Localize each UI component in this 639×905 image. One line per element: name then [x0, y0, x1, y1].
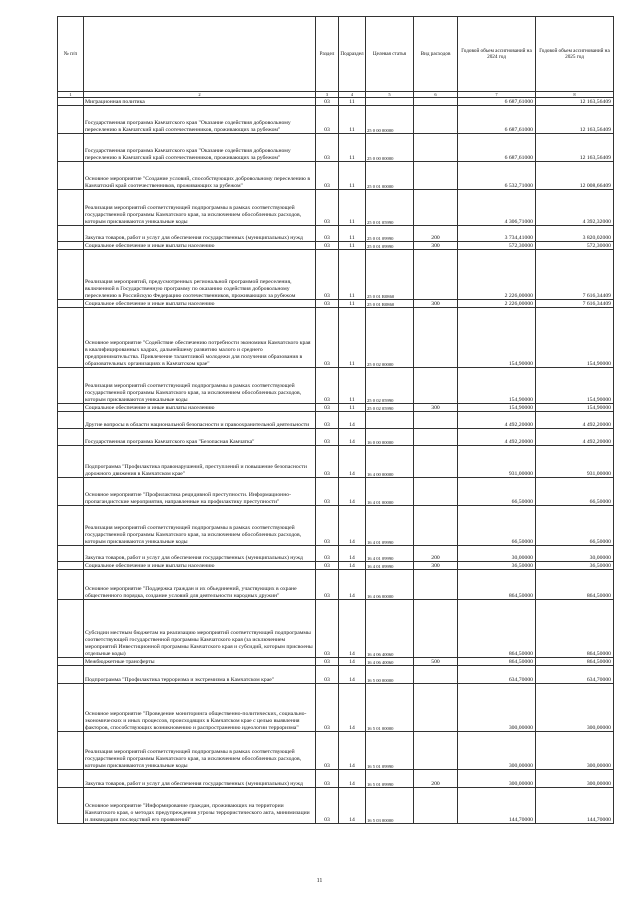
- table-row: [58, 770, 614, 788]
- table-row: [58, 250, 614, 300]
- razdel-cell: 03: [316, 666, 339, 684]
- podrazdel-cell: 14: [339, 770, 366, 788]
- amount-2025-cell: 12 008,66409: [536, 162, 614, 190]
- name-cell: Государственная программа Камчатского края "Оказание содействия добровольному переселению в Камчатский край соотечественников, проживающих за рубежом": [84, 106, 316, 134]
- amount-2025-cell: 154,90000: [536, 308, 614, 368]
- header-target: Целевая статья: [366, 17, 414, 92]
- vid-cell: 300: [414, 300, 458, 308]
- podrazdel-cell: 11: [339, 98, 366, 106]
- razdel-cell: 03: [316, 404, 339, 412]
- podrazdel-cell: 11: [339, 368, 366, 404]
- table-row: [58, 788, 614, 824]
- table-row: [58, 658, 614, 666]
- podrazdel-cell: 11: [339, 162, 366, 190]
- target-cell: 16 4 06 00000: [366, 570, 414, 600]
- vid-cell: 300: [414, 242, 458, 250]
- column-index: 2: [84, 92, 316, 98]
- num-cell: [58, 412, 84, 429]
- target-cell: 25 0 01 05990: [366, 190, 414, 226]
- name-cell: Государственная программа Камчатского края "Безопасная Камчатка": [84, 429, 316, 446]
- table-row: [58, 368, 614, 404]
- razdel-cell: 03: [316, 658, 339, 666]
- amount-2024-cell: 864,50000: [458, 570, 536, 600]
- razdel-cell: 03: [316, 190, 339, 226]
- name-cell: Другие вопросы в области национальной безопасности и правоохранительной деятельности: [84, 412, 316, 429]
- header-2025: Годовой объем ассигнований на 2025 год: [536, 17, 614, 92]
- target-cell: 25 0 00 00000: [366, 134, 414, 162]
- amount-2025-cell: 572,30000: [536, 242, 614, 250]
- column-index: 1: [58, 92, 84, 98]
- budget-table-sheet: [57, 16, 613, 824]
- name-cell: Социальное обеспечение и иные выплаты населению: [84, 562, 316, 570]
- target-cell: 16 4 01 09990: [366, 506, 414, 546]
- table-row: [58, 600, 614, 658]
- num-cell: [58, 788, 84, 824]
- amount-2025-cell: 634,70000: [536, 666, 614, 684]
- amount-2024-cell: 4 492,20000: [458, 412, 536, 429]
- target-cell: 25 0 01 00000: [366, 162, 414, 190]
- target-cell: 16 4 06 40060: [366, 600, 414, 658]
- num-cell: [58, 162, 84, 190]
- podrazdel-cell: 14: [339, 446, 366, 478]
- razdel-cell: 03: [316, 300, 339, 308]
- table-row: [58, 429, 614, 446]
- amount-2024-cell: 2 226,00000: [458, 250, 536, 300]
- podrazdel-cell: 14: [339, 684, 366, 732]
- podrazdel-cell: 14: [339, 478, 366, 506]
- name-cell: Основное мероприятие "Профилактика рецидивной преступности. Информационно-пропагандистские мероприятия, направленные на профилактику преступности": [84, 478, 316, 506]
- amount-2025-cell: 12 163,56409: [536, 134, 614, 162]
- target-cell: 16 0 00 00000: [366, 429, 414, 446]
- amount-2025-cell: 3 820,02000: [536, 226, 614, 242]
- num-cell: [58, 600, 84, 658]
- vid-cell: [414, 446, 458, 478]
- table-row: [58, 684, 614, 732]
- amount-2025-cell: 144,70000: [536, 788, 614, 824]
- amount-2024-cell: 4 306,71000: [458, 190, 536, 226]
- name-cell: Основное мероприятие "Поддержка граждан и их объединений, участвующих в охране общественного порядка, создание условий для деятельности народных дружин": [84, 570, 316, 600]
- amount-2024-cell: 300,00000: [458, 770, 536, 788]
- amount-2024-cell: 864,50000: [458, 658, 536, 666]
- num-cell: [58, 478, 84, 506]
- table-row: [58, 562, 614, 570]
- vid-cell: [414, 412, 458, 429]
- name-cell: Основное мероприятие "Создание условий, способствующих добровольному переселению в Камчатский край соотечественников, проживающих за рубежом": [84, 162, 316, 190]
- vid-cell: [414, 600, 458, 658]
- num-cell: [58, 684, 84, 732]
- vid-cell: [414, 429, 458, 446]
- num-cell: [58, 308, 84, 368]
- header-2024: Годовой объем ассигнований на 2024 год: [458, 17, 536, 92]
- target-cell: 25 0 02 05990: [366, 404, 414, 412]
- num-cell: [58, 404, 84, 412]
- podrazdel-cell: 14: [339, 546, 366, 562]
- table-row: [58, 242, 614, 250]
- razdel-cell: 03: [316, 570, 339, 600]
- target-cell: 16 5 01 09990: [366, 732, 414, 770]
- amount-2025-cell: 300,00000: [536, 732, 614, 770]
- target-cell: 16 4 00 00000: [366, 446, 414, 478]
- column-index: 5: [366, 92, 414, 98]
- header-vid: Вид расходов: [414, 17, 458, 92]
- table-row: [58, 162, 614, 190]
- target-cell: 16 5 01 09990: [366, 770, 414, 788]
- podrazdel-cell: 11: [339, 134, 366, 162]
- amount-2024-cell: 4 492,20000: [458, 429, 536, 446]
- amount-2025-cell: 931,00000: [536, 446, 614, 478]
- name-cell: Закупка товаров, работ и услуг для обеспечения государственных (муниципальных) нужд: [84, 546, 316, 562]
- razdel-cell: 03: [316, 770, 339, 788]
- target-cell: 16 4 01 00000: [366, 478, 414, 506]
- column-index: 8: [536, 92, 614, 98]
- podrazdel-cell: 11: [339, 242, 366, 250]
- amount-2024-cell: 66,50000: [458, 478, 536, 506]
- podrazdel-cell: 14: [339, 412, 366, 429]
- num-cell: [58, 242, 84, 250]
- amount-2024-cell: 154,90000: [458, 404, 536, 412]
- num-cell: [58, 368, 84, 404]
- podrazdel-cell: 14: [339, 666, 366, 684]
- name-cell: Миграционная политика: [84, 98, 316, 106]
- razdel-cell: 03: [316, 446, 339, 478]
- table-row: [58, 478, 614, 506]
- table-row: [58, 732, 614, 770]
- razdel-cell: 03: [316, 562, 339, 570]
- amount-2025-cell: 864,50000: [536, 570, 614, 600]
- num-cell: [58, 732, 84, 770]
- podrazdel-cell: 14: [339, 506, 366, 546]
- name-cell: Основное мероприятие "Проведение мониторинга общественно-политических, социально-экономических и иных процессов, происходящих в Камчатском крае с целью выявления факторов, способствующих возникновению и распространению идеологии терроризма": [84, 684, 316, 732]
- razdel-cell: 03: [316, 98, 339, 106]
- amount-2024-cell: 6 532,71000: [458, 162, 536, 190]
- podrazdel-cell: 14: [339, 732, 366, 770]
- podrazdel-cell: 11: [339, 226, 366, 242]
- amount-2024-cell: 300,00000: [458, 684, 536, 732]
- vid-cell: 200: [414, 226, 458, 242]
- table-row: [58, 134, 614, 162]
- razdel-cell: 03: [316, 162, 339, 190]
- amount-2024-cell: 154,90000: [458, 368, 536, 404]
- num-cell: [58, 562, 84, 570]
- name-cell: Закупка товаров, работ и услуг для обеспечения государственных (муниципальных) нужд: [84, 770, 316, 788]
- header-razdel: Раздел: [316, 17, 339, 92]
- name-cell: Реализация мероприятий соответствующей подпрограммы в рамках соответствующей государственной программы Камчатского края, за исключением обособленных расходов, которым присваиваются уникальные коды: [84, 506, 316, 546]
- amount-2024-cell: 572,30000: [458, 242, 536, 250]
- amount-2024-cell: 144,70000: [458, 788, 536, 824]
- amount-2025-cell: 4 392,32000: [536, 190, 614, 226]
- num-cell: [58, 570, 84, 600]
- target-cell: 25 0 01 09990: [366, 226, 414, 242]
- amount-2025-cell: 12 163,56409: [536, 106, 614, 134]
- podrazdel-cell: 11: [339, 250, 366, 300]
- name-cell: Социальное обеспечение и иные выплаты населению: [84, 404, 316, 412]
- vid-cell: [414, 134, 458, 162]
- podrazdel-cell: 14: [339, 788, 366, 824]
- column-index: 6: [414, 92, 458, 98]
- amount-2024-cell: 30,00000: [458, 546, 536, 562]
- amount-2024-cell: 864,50000: [458, 600, 536, 658]
- table-row: [58, 226, 614, 242]
- table-row: [58, 308, 614, 368]
- target-cell: 25 0 00 00000: [366, 106, 414, 134]
- vid-cell: 200: [414, 770, 458, 788]
- name-cell: Межбюджетные трансферты: [84, 658, 316, 666]
- num-cell: [58, 506, 84, 546]
- name-cell: Реализация мероприятий, предусмотренных региональной программой переселения, включенной в Государственную программу по оказанию содействия добровольному переселению в Российскую Федерацию соотечественников, проживающих за рубежом: [84, 250, 316, 300]
- amount-2025-cell: 7 616,34409: [536, 300, 614, 308]
- name-cell: Социальное обеспечение и иные выплаты населению: [84, 300, 316, 308]
- amount-2024-cell: 66,50000: [458, 506, 536, 546]
- name-cell: Государственная программа Камчатского края "Оказание содействия добровольному переселению в Камчатский край соотечественников, проживающих за рубежом": [84, 134, 316, 162]
- target-cell: 25 0 02 05990: [366, 368, 414, 404]
- target-cell: 25 0 01 R0860: [366, 250, 414, 300]
- name-cell: Подпрограмма "Профилактика терроризма и экстремизма в Камчатском крае": [84, 666, 316, 684]
- num-cell: [58, 446, 84, 478]
- amount-2025-cell: 154,90000: [536, 404, 614, 412]
- amount-2025-cell: 12 163,56409: [536, 98, 614, 106]
- target-cell: [366, 412, 414, 429]
- amount-2024-cell: 6 687,61000: [458, 98, 536, 106]
- podrazdel-cell: 14: [339, 429, 366, 446]
- num-cell: [58, 226, 84, 242]
- table-row: [58, 106, 614, 134]
- razdel-cell: 03: [316, 226, 339, 242]
- column-index: 7: [458, 92, 536, 98]
- name-cell: Основное мероприятие "Информирование граждан, проживающих на территории Камчатского края, о методах предупреждения угрозы террористического акта, минимизации и ликвидации последствий его проявлений": [84, 788, 316, 824]
- vid-cell: [414, 368, 458, 404]
- name-cell: Закупка товаров, работ и услуг для обеспечения государственных (муниципальных) нужд: [84, 226, 316, 242]
- target-cell: 16 4 01 09990: [366, 562, 414, 570]
- name-cell: Реализация мероприятий соответствующей подпрограммы в рамках соответствующей государственной программы Камчатского края, за исключением обособленных расходов, которым присваиваются уникальные коды: [84, 190, 316, 226]
- amount-2024-cell: 6 687,61000: [458, 134, 536, 162]
- amount-2025-cell: 66,50000: [536, 478, 614, 506]
- amount-2025-cell: 300,00000: [536, 684, 614, 732]
- razdel-cell: 03: [316, 600, 339, 658]
- vid-cell: [414, 684, 458, 732]
- name-cell: Реализация мероприятий соответствующей подпрограммы в рамках соответствующей государственной программы Камчатского края, за исключением обособленных расходов, которым присваиваются уникальные коды: [84, 732, 316, 770]
- razdel-cell: 03: [316, 308, 339, 368]
- vid-cell: 300: [414, 562, 458, 570]
- podrazdel-cell: 14: [339, 600, 366, 658]
- podrazdel-cell: 14: [339, 570, 366, 600]
- razdel-cell: 03: [316, 368, 339, 404]
- vid-cell: [414, 98, 458, 106]
- razdel-cell: 03: [316, 732, 339, 770]
- amount-2025-cell: 4 492,20000: [536, 429, 614, 446]
- vid-cell: [414, 250, 458, 300]
- target-cell: [366, 98, 414, 106]
- vid-cell: 500: [414, 658, 458, 666]
- amount-2024-cell: 3 734,41000: [458, 226, 536, 242]
- vid-cell: [414, 308, 458, 368]
- amount-2024-cell: 6 687,61000: [458, 106, 536, 134]
- amount-2024-cell: 36,50000: [458, 562, 536, 570]
- podrazdel-cell: 11: [339, 190, 366, 226]
- header-name: [84, 17, 316, 92]
- amount-2024-cell: 634,70000: [458, 666, 536, 684]
- table-row: [58, 666, 614, 684]
- amount-2025-cell: 300,00000: [536, 770, 614, 788]
- table-row: [58, 98, 614, 106]
- razdel-cell: 03: [316, 134, 339, 162]
- amount-2025-cell: 864,50000: [536, 658, 614, 666]
- razdel-cell: 03: [316, 106, 339, 134]
- vid-cell: 300: [414, 404, 458, 412]
- amount-2025-cell: 154,90000: [536, 368, 614, 404]
- razdel-cell: 03: [316, 250, 339, 300]
- num-cell: [58, 300, 84, 308]
- razdel-cell: 03: [316, 546, 339, 562]
- target-cell: 25 0 01 09990: [366, 242, 414, 250]
- column-index: 4: [339, 92, 366, 98]
- num-cell: [58, 190, 84, 226]
- amount-2025-cell: 30,00000: [536, 546, 614, 562]
- vid-cell: [414, 478, 458, 506]
- table-row: [58, 570, 614, 600]
- razdel-cell: 03: [316, 506, 339, 546]
- vid-cell: [414, 788, 458, 824]
- table-row: [58, 190, 614, 226]
- num-cell: [58, 98, 84, 106]
- amount-2025-cell: 66,50000: [536, 506, 614, 546]
- amount-2025-cell: 36,50000: [536, 562, 614, 570]
- num-cell: [58, 250, 84, 300]
- amount-2025-cell: 4 492,20000: [536, 412, 614, 429]
- num-cell: [58, 429, 84, 446]
- target-cell: 16 5 01 00000: [366, 684, 414, 732]
- razdel-cell: 03: [316, 242, 339, 250]
- page-number: 11: [316, 878, 323, 884]
- name-cell: Реализация мероприятий соответствующей подпрограммы в рамках соответствующей государственной программы Камчатского края, за исключением обособленных расходов, которым присваиваются уникальные коды: [84, 368, 316, 404]
- podrazdel-cell: 11: [339, 300, 366, 308]
- table-row: [58, 404, 614, 412]
- column-index: 3: [316, 92, 339, 98]
- table-row: [58, 506, 614, 546]
- vid-cell: [414, 190, 458, 226]
- amount-2025-cell: 7 616,34409: [536, 250, 614, 300]
- amount-2024-cell: 931,00000: [458, 446, 536, 478]
- razdel-cell: 03: [316, 684, 339, 732]
- num-cell: [58, 658, 84, 666]
- num-cell: [58, 666, 84, 684]
- razdel-cell: 03: [316, 788, 339, 824]
- podrazdel-cell: 14: [339, 562, 366, 570]
- target-cell: 16 4 01 09990: [366, 546, 414, 562]
- razdel-cell: 03: [316, 412, 339, 429]
- table-row: [58, 546, 614, 562]
- table-body: [58, 98, 614, 824]
- num-cell: [58, 106, 84, 134]
- table-header-row: [58, 17, 614, 92]
- header-num: № п/п: [58, 17, 84, 92]
- amount-2024-cell: 154,90000: [458, 308, 536, 368]
- vid-cell: 200: [414, 546, 458, 562]
- target-cell: 25 0 02 00000: [366, 308, 414, 368]
- header-podrazdel: Подраздел: [339, 17, 366, 92]
- vid-cell: [414, 570, 458, 600]
- target-cell: 16 4 06 40060: [366, 658, 414, 666]
- name-cell: Основное мероприятие "Содействие обеспечению потребности экономики Камчатского края в квалифицированных кадрах, дальнейшему развитию малого и среднего предпринимательства. Привлечение талантливой молодежи для получения образования в образовательных организациях в Камчатском крае": [84, 308, 316, 368]
- amount-2024-cell: 300,00000: [458, 732, 536, 770]
- name-cell: Социальное обеспечение и иные выплаты населению: [84, 242, 316, 250]
- vid-cell: [414, 506, 458, 546]
- table-row: [58, 446, 614, 478]
- num-cell: [58, 134, 84, 162]
- podrazdel-cell: 11: [339, 404, 366, 412]
- podrazdel-cell: 14: [339, 658, 366, 666]
- name-cell: Подпрограмма "Профилактика правонарушений, преступлений и повышение безопасности дорожного движения в Камчатском крае": [84, 446, 316, 478]
- target-cell: 25 0 01 R0860: [366, 300, 414, 308]
- name-cell: Субсидии местным бюджетам на реализацию мероприятий соответствующей подпрограммы соответствующей государственной программы Камчатского края (за исключением мероприятий Инвестиционной программы Камчатского края и субсидий, которым присвоены отдельные коды): [84, 600, 316, 658]
- vid-cell: [414, 106, 458, 134]
- budget-table: [57, 16, 614, 824]
- amount-2025-cell: 864,50000: [536, 600, 614, 658]
- target-cell: 16 5 03 00000: [366, 788, 414, 824]
- target-cell: 16 5 00 00000: [366, 666, 414, 684]
- podrazdel-cell: 11: [339, 308, 366, 368]
- podrazdel-cell: 11: [339, 106, 366, 134]
- table-row: [58, 300, 614, 308]
- vid-cell: [414, 666, 458, 684]
- num-cell: [58, 770, 84, 788]
- razdel-cell: 03: [316, 429, 339, 446]
- vid-cell: [414, 162, 458, 190]
- amount-2024-cell: 2 226,00000: [458, 300, 536, 308]
- num-cell: [58, 546, 84, 562]
- razdel-cell: 03: [316, 478, 339, 506]
- vid-cell: [414, 732, 458, 770]
- table-row: [58, 412, 614, 429]
